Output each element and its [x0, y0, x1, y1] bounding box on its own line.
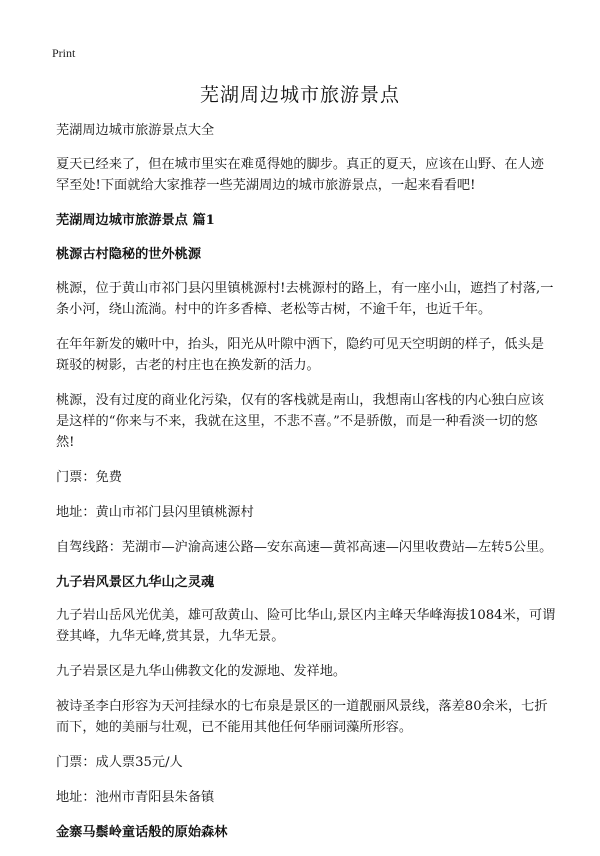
article-subtitle: 芜湖周边城市旅游景点大全 — [56, 123, 215, 138]
print-link[interactable]: Print — [52, 46, 76, 60]
paragraph: 九子岩景区是九华山佛教文化的发源地、发祥地。 — [56, 664, 347, 679]
driving-route: 自驾线路：芜湖市—沪渝高速公路—安东高速—黄祁高速—闪里收费站—左转5公里。 — [56, 540, 553, 555]
address-info: 地址：黄山市祁门县闪里镇桃源村 — [56, 505, 254, 520]
page-title: 芜湖周边城市旅游景点 — [199, 84, 400, 106]
section-heading: 芜湖周边城市旅游景点 篇1 — [56, 213, 215, 228]
intro-paragraph: 夏天已经来了，但在城市里实在难觅得她的脚步。真正的夏天，应该在山野、在人迹罕至处!下面就给大家推荐一些芜湖周边的城市旅游景点，一起来看看吧! — [56, 157, 544, 193]
spot-heading-taoyuan: 桃源古村隐秘的世外桃源 — [56, 247, 202, 262]
paragraph: 桃源，没有过度的商业化污染，仅有的客栈就是南山，我想南山客栈的内心独白应该是这样的“你来与不来，我就在这里，不悲不喜。”不是骄傲，而是一种看淡一切的悠然! — [56, 393, 544, 450]
ticket-info: 门票：免费 — [56, 470, 122, 485]
ticket-info: 门票：成人票35元/人 — [56, 755, 183, 770]
address-info: 地址：池州市青阳县朱备镇 — [56, 790, 215, 805]
spot-heading-mazongling: 金寨马鬃岭童话般的原始森林 — [56, 825, 228, 840]
paragraph: 被诗圣李白形容为天河挂绿水的七布泉是景区的一道靓丽风景线，落差80余米，七折而下，她的美丽与壮观，已不能用其他任何华丽词藻所形容。 — [56, 699, 548, 735]
spot-heading-jiuziyan: 九子岩风景区九华山之灵魂 — [56, 575, 215, 590]
paragraph: 桃源，位于黄山市祁门县闪里镇桃源村!去桃源村的路上，有一座小山，遮挡了村落,一条小河，绕山流淌。村中的许多香樟、老松等古树，不逾千年，也近千年。 — [56, 281, 554, 317]
paragraph: 九子岩山岳风光优美，雄可敌黄山、险可比华山,景区内主峰天华峰海拔1084米，可谓登其峰，九华无峰,赏其景，九华无景。 — [56, 608, 556, 644]
article-body — [56, 120, 556, 856]
paragraph: 在年年新发的嫩叶中，抬头，阳光从叶隙中洒下，隐约可见天空明朗的样子，低头是斑驳的树影，古老的村庄也在换发新的活力。 — [56, 337, 544, 373]
